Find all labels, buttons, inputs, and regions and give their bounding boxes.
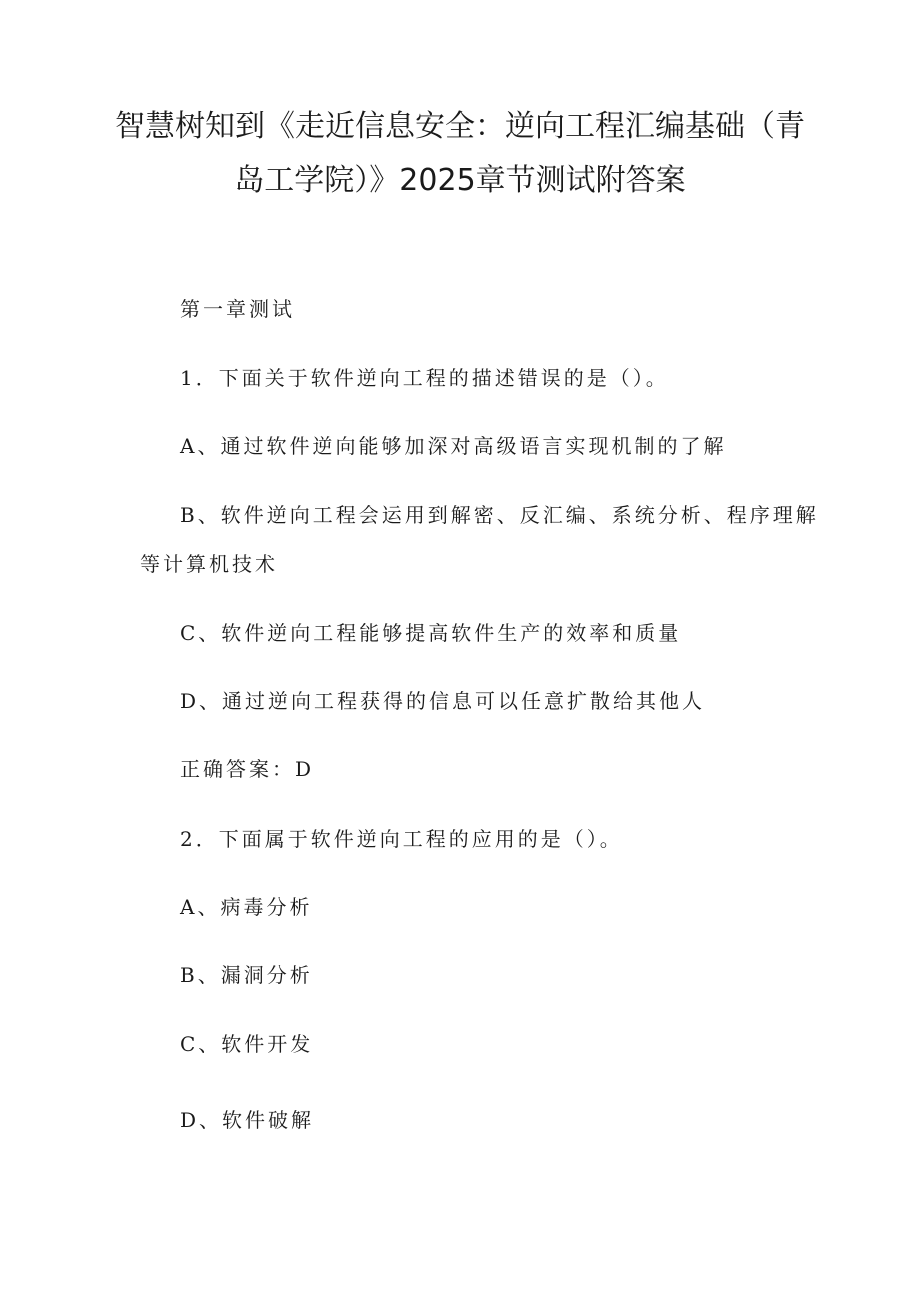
question-2-option-d: D、软件破解: [180, 1108, 315, 1132]
question-2-option-c: C、软件开发: [180, 1032, 314, 1056]
question-2-option-b: B、漏洞分析: [180, 963, 313, 987]
question-1-option-c: C、软件逆向工程能够提高软件生产的效率和质量: [180, 621, 682, 645]
question-1-prompt: 1．下面关于软件逆向工程的描述错误的是（）。: [180, 366, 669, 390]
document-title-line-1: 智慧树知到《走近信息安全：逆向工程汇编基础（青: [115, 109, 805, 144]
document-title-line-2: 岛工学院）》2025章节测试附答案: [234, 163, 686, 198]
question-1-option-d: D、通过逆向工程获得的信息可以任意扩散给其他人: [180, 689, 706, 713]
document-title: [100, 100, 820, 208]
chapter-heading: 第一章测试: [180, 297, 295, 321]
question-1-option-b-line-1: B、软件逆向工程会运用到解密、反汇编、系统分析、程序理解: [180, 503, 819, 527]
question-2-prompt: 2．下面属于软件逆向工程的应用的是（）。: [180, 827, 623, 851]
question-1-option-b-line-2: 等计算机技术: [140, 552, 278, 576]
question-1-answer: 正确答案：D: [180, 757, 315, 781]
question-1-option-a: A、通过软件逆向能够加深对高级语言实现机制的了解: [180, 434, 727, 458]
question-2-option-a: A、病毒分析: [180, 895, 313, 919]
